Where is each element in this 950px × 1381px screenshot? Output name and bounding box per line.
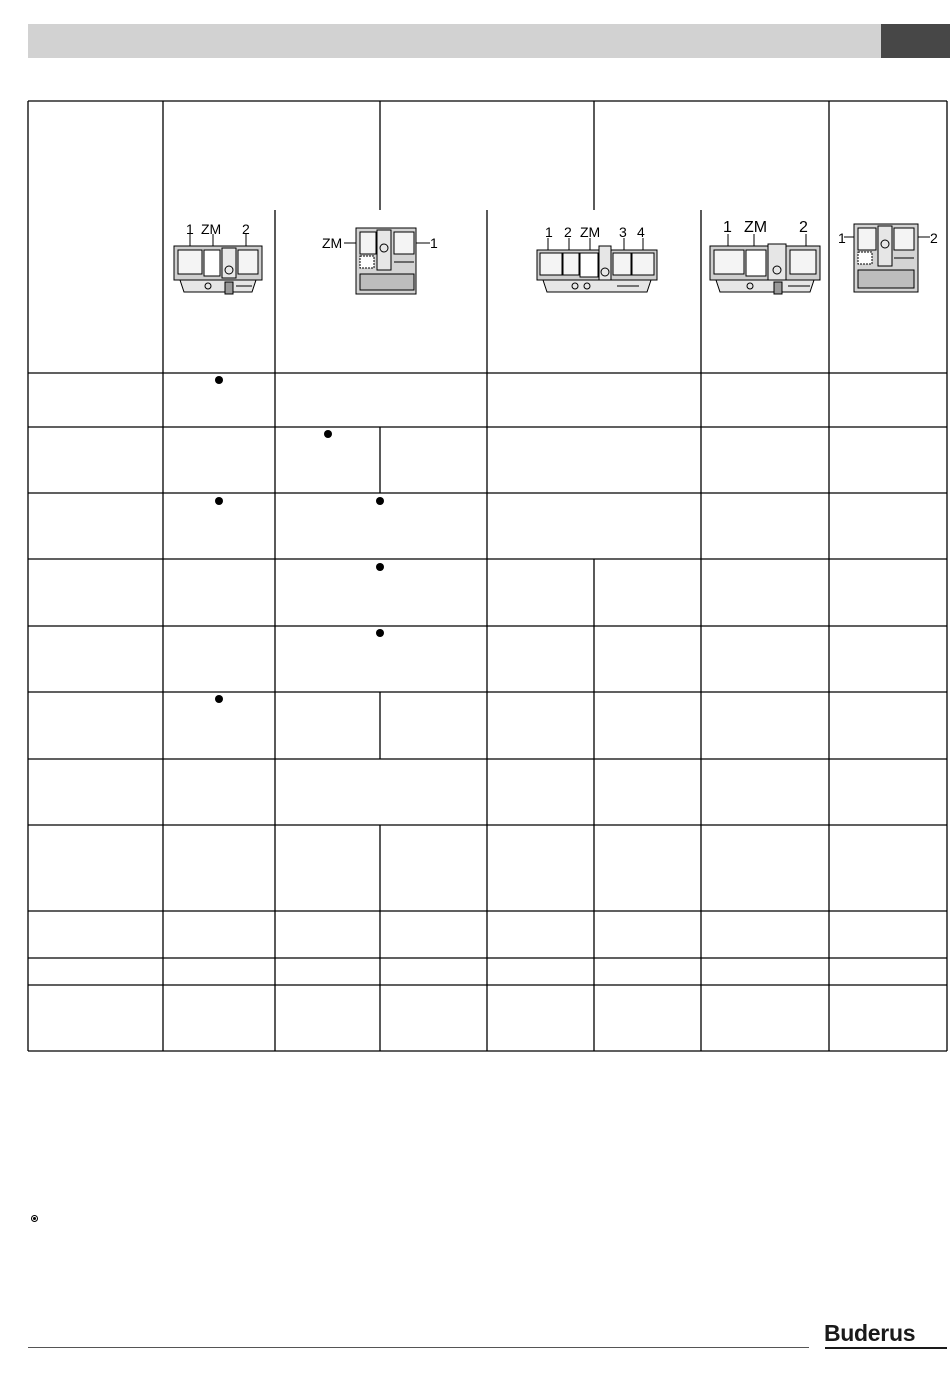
- bullet-marker: [31, 1215, 38, 1222]
- diagram-label: 2: [564, 224, 572, 240]
- marked-cell: [215, 695, 223, 703]
- controller-diagram: [344, 226, 434, 296]
- diagram-label: 1: [545, 224, 553, 240]
- controller-diagram: [706, 234, 824, 298]
- diagram-label: ZM: [322, 235, 343, 251]
- buderus-logo: Buderus: [824, 1320, 916, 1346]
- diagram-label: 1: [838, 230, 846, 246]
- diagram-label: 3: [619, 224, 627, 240]
- marked-cell: [376, 629, 384, 637]
- diagram-label: 1: [186, 221, 194, 237]
- diagram-label: 4: [637, 224, 645, 240]
- diagram-label: ZM: [201, 221, 222, 237]
- diagram-label: ZM: [744, 219, 768, 236]
- marked-cell: [324, 430, 332, 438]
- diagram-label: ZM: [580, 224, 601, 240]
- marked-cell: [376, 497, 384, 505]
- diagram-label: 1: [430, 235, 438, 251]
- footer-rule: [28, 1347, 809, 1348]
- marked-cell: [376, 563, 384, 571]
- diagram-label: 2: [930, 230, 938, 246]
- logo-underline: [825, 1347, 947, 1349]
- marked-cell: [215, 497, 223, 505]
- controller-diagram: [170, 234, 266, 300]
- controller-diagram: [535, 238, 659, 300]
- diagram-label: 1: [723, 219, 732, 236]
- diagram-label: 2: [799, 219, 808, 236]
- marked-cell: [215, 376, 223, 384]
- diagram-label: 2: [242, 221, 250, 237]
- controller-diagram: [844, 222, 930, 294]
